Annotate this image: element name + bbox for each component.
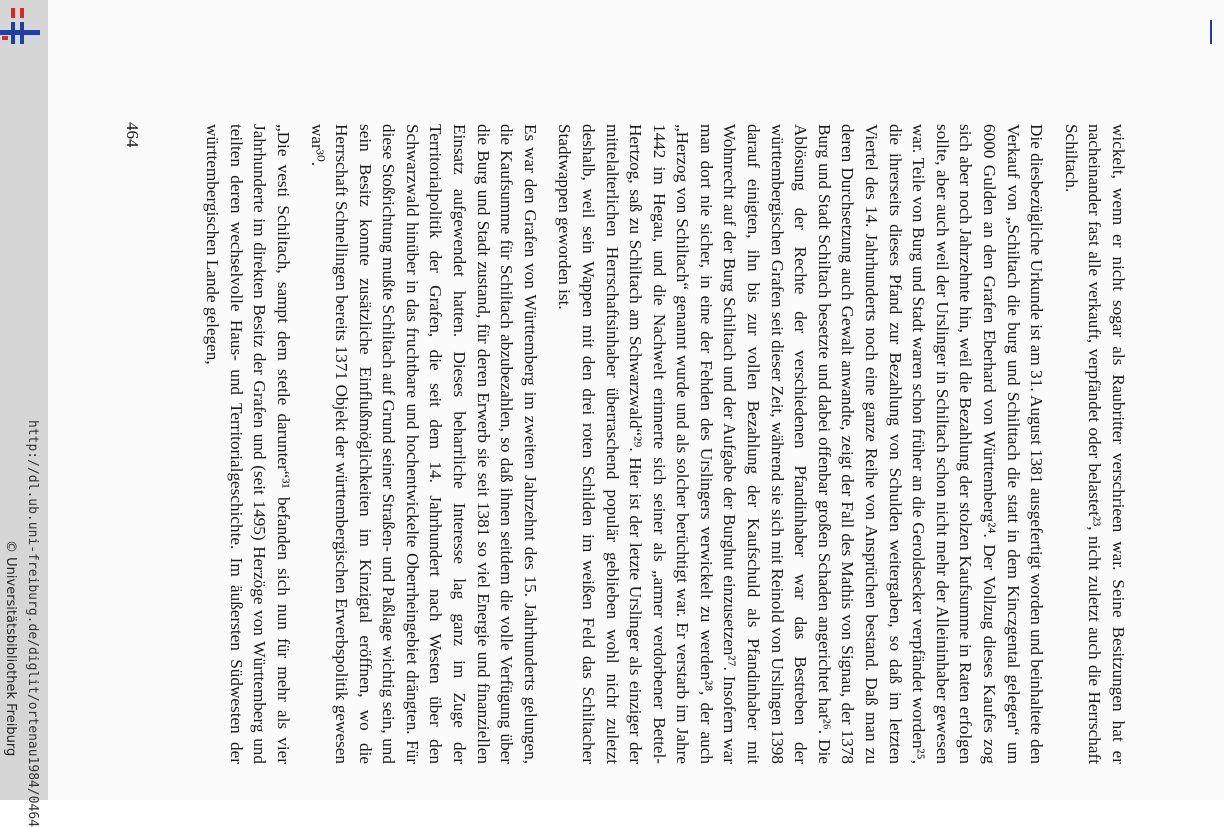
scan-edge-mark — [1210, 20, 1216, 44]
paragraph: wickelt, wenn er nicht sogar als Raubritter verschrieen war. Seine Besitzungen hat er nacheinander fast alle verkauft, verpfändet oder belastet²³, nicht zuletzt auch die Herrschaft Schiltach. — [1061, 124, 1128, 764]
source-url[interactable]: http://dl.ub.uni-freiburg.de/diglit/ortenau1984/0464 — [25, 420, 40, 827]
viewer-sidebar — [0, 0, 48, 827]
page-number: 464 — [123, 122, 142, 148]
paragraph: Die diesbezügliche Urkunde ist am 31. August 1381 ausgefertigt worden und beinhaltete den Verkauf von „Schiltach die burg und Schilttach die statt in dem Kinczgental gelegen“ um 6000 Gulden an den Grafen Eberhard von Württemberg²⁴. Der Vollzug dieses Kaufes zog sich aber noch Jahrzehnte hin, weil die Bezahlung der stolzen Kaufsumme in Raten erfolgen sollte, aber auch weil der Urslinger in Schiltach schon nicht mehr der Alleininhaber gewesen war. Teile von Burg und Stadt waren schon früher an die Geroldsecker verpfändet worden²⁵, die ihrerseits dieses Pfand zur Bezahlung von Schulden weitergaben, so daß im letzten Viertel des 14. Jahrhunderts noch eine ganze Reihe von Ansprüchen bestand. Daß man zu deren Durchsetzung auch Gewalt anwandte, zeigt der Fall des Mathis von Signau, der 1378 Burg und Stadt Schiltach besetzte und dabei offenbar großen Schaden angerichtet hat²⁶. Die Ablösung der Rechte der verschiedenen Pfandinhaber war das Bestreben der württembergischen Grafen seit dieser Zeit, während sie sich mit Reinold von Urslingen 1398 darauf einigten, ihn bis zur vollen Bezahlung der Kaufschuld als Pfandinhaber mit Wohnrecht auf der Burg Schiltach und der Aufgabe der Burghut einzusetzen²⁷. Insofern war man dort nie sicher, in eine der Fehden des Urslingers verwickelt zu werden²⁸, der auch „Herzog von Schiltach“ genannt wurde und als solcher berüchtigt war. Er verstarb im Jahre 1442 im Hegau, und die Nachwelt erinnerte sich seiner als „armer verdorbener Bettel-Hertzog, saß zu Schiltach am Schwarzwald“²⁹. Hier ist der letzte Urslinger als einziger der mittelalterlichen Herrschaftsinhaber überraschend populär geblieben wohl nicht zuletzt deshalb, weil sein Wappen mit den drei roten Schilden im weißen Feld das Schiltacher Stadtwappen geworden ist. — [555, 124, 1047, 764]
page-text — [189, 124, 1130, 764]
copyright-notice: © Universitätsbibliothek Freiburg — [3, 540, 18, 757]
paragraph: Es war den Grafen von Württemberg im zweiten Jahrzehnt des 15. Jahrhunderts gelungen, die Kaufsumme für Schiltach abzubezahlen, so daß ihnen seitdem die volle Verfügung über die Burg und Stadt zustand, für deren Erwerb sie seit 1381 so viel Energie und finanziellen Einsatz aufgewendet hatten. Dieses beharrliche Interesse lag ganz im Zuge der Territorialpolitik der Grafen, die seit dem 14. Jahrhundert nach Westen über den Schwarzwald hinüber in das fruchtbare und hochentwickelte Oberrheingebiet drängten. Für diese Stoßrichtung mußte Schiltach auf Grund seiner Straßen- und Paßlage wichtig sein, und sein Besitz konnte zusätzliche Einflußmöglichkeiten im Kinzigtal eröffnen, wo die Herrschaft Schnellingen bereits 1371 Objekt der württembergischen Erwerbspolitik gewesen war³⁰. — [308, 124, 540, 764]
paragraph: „Die vesti Schiltach, sampt dem stetle darunter“³¹ befanden sich nun für mehr als vier Jahrhunderte im direkten Besitz der Grafen und (seit 1495) Herzöge von Württemberg und teilten deren wechselvolle Haus- und Territorialgeschichte. Im äußersten Südwesten der württembergischen Lande gelegen, — [203, 124, 293, 764]
